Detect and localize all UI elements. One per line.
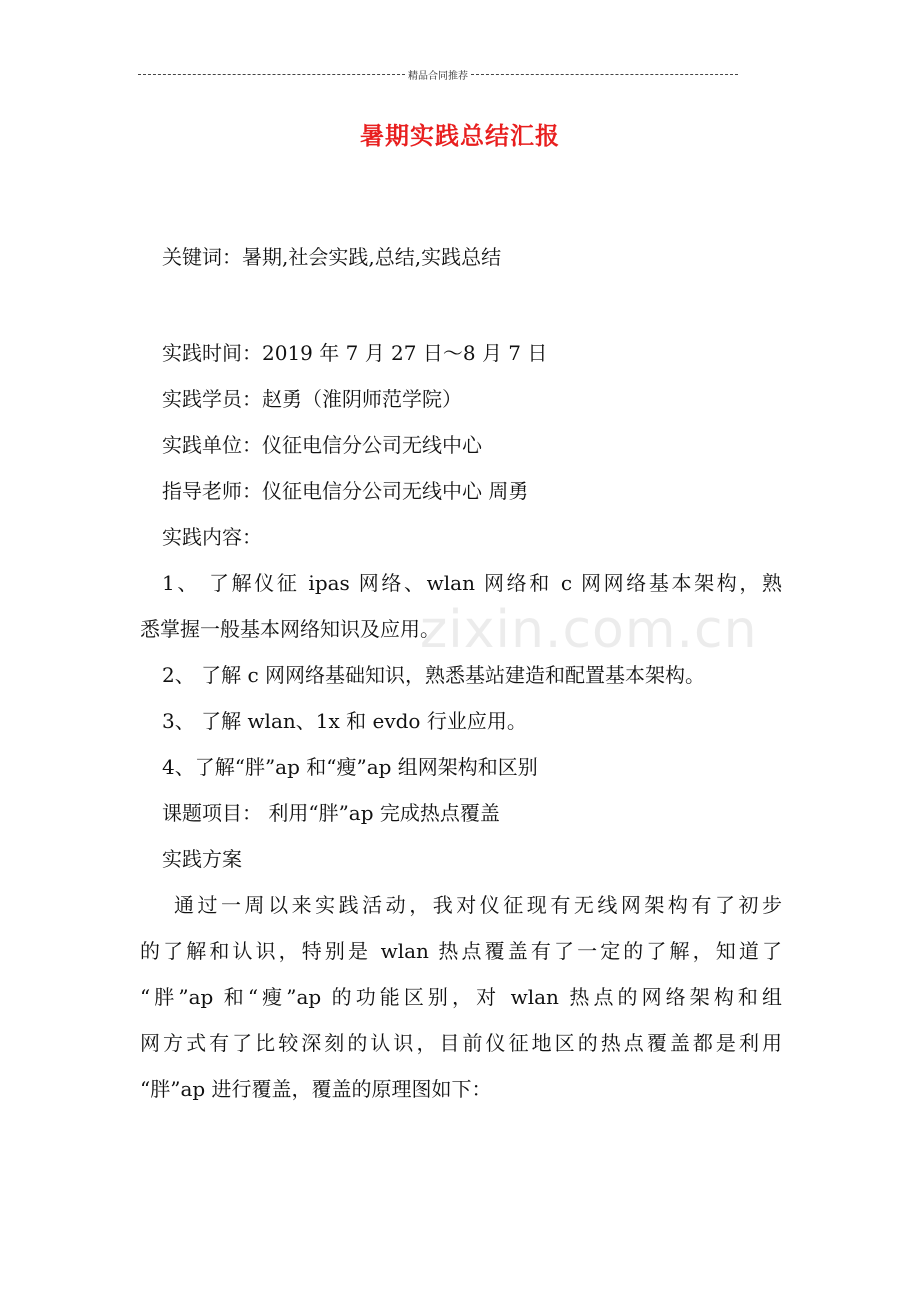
practice-student: 实践学员：赵勇（淮阴师范学院） xyxy=(162,387,462,411)
paragraph-line-3: “胖”ap 和“瘦”ap 的功能区别，对 wlan 热点的网络架构和组 xyxy=(140,985,782,1009)
practice-unit: 实践单位：仪征电信分公司无线中心 xyxy=(162,433,482,457)
content-item-1-line2: 悉掌握一般基本网络知识及应用。 xyxy=(140,617,440,641)
document-title: 暑期实践总结汇报 xyxy=(360,122,560,150)
keywords-line: 关键词：暑期,社会实践,总结,实践总结 xyxy=(162,245,502,269)
paragraph-line-5: “胖”ap 进行覆盖，覆盖的原理图如下： xyxy=(140,1077,492,1101)
keywords-block xyxy=(140,234,782,280)
content-item-2: 2、 了解 c 网网络基础知识，熟悉基站建造和配置基本架构。 xyxy=(162,663,705,687)
paragraph-line-1: 通过一周以来实践活动，我对仪征现有无线网架构有了初步 xyxy=(174,893,782,917)
paragraph-line-4: 网方式有了比较深刻的认识，目前仪征地区的热点覆盖都是利用 xyxy=(140,1031,782,1055)
content-item-3: 3、 了解 wlan、1x 和 evdo 行业应用。 xyxy=(162,709,527,733)
practice-teacher: 指导老师：仪征电信分公司无线中心 周勇 xyxy=(162,479,529,503)
header-dash-left xyxy=(138,74,405,75)
paragraph-line-2: 的了解和认识，特别是 wlan 热点覆盖有了一定的了解，知道了 xyxy=(140,939,782,963)
watermark: zixin.com.cn xyxy=(420,600,758,660)
practice-content-heading: 实践内容： xyxy=(162,525,262,549)
header-banner-label: 精品合同推荐 xyxy=(408,70,468,82)
plan-heading: 实践方案 xyxy=(162,847,242,871)
header-dash-right xyxy=(471,74,738,75)
header-banner xyxy=(138,64,738,84)
info-block xyxy=(140,330,782,1112)
project-line: 课题项目： 利用“胖”ap 完成热点覆盖 xyxy=(162,801,500,825)
practice-time: 实践时间：2019 年 7 月 27 日～8 月 7 日 xyxy=(162,341,548,365)
content-item-1-line1: 1、 了解仪征 ipas 网络、wlan 网络和 c 网网络基本架构，熟 xyxy=(162,571,782,595)
content-item-4: 4、了解“胖”ap 和“瘦”ap 组网架构和区别 xyxy=(162,755,538,779)
